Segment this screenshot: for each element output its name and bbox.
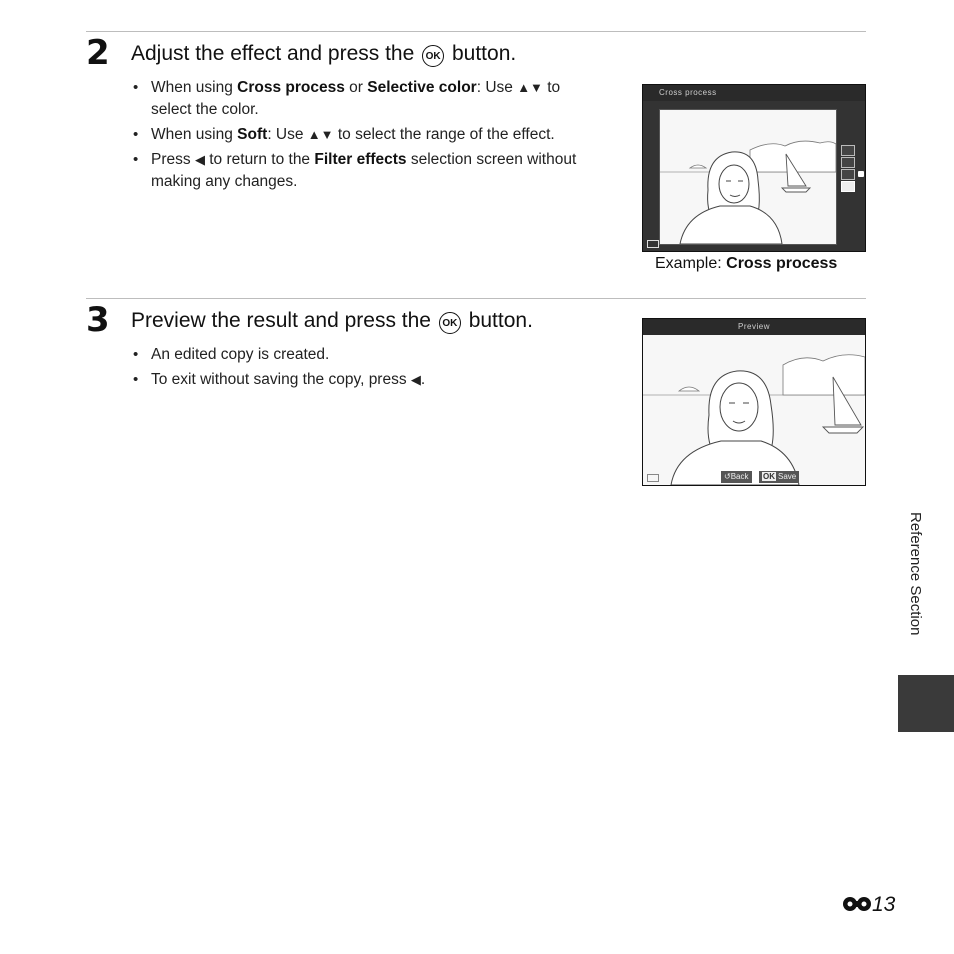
screen-title-bar xyxy=(643,85,865,101)
portrait-illustration xyxy=(643,335,865,485)
selection-marker-icon xyxy=(858,171,864,177)
step2-title-text: Adjust the effect and press the xyxy=(131,42,415,65)
portrait-illustration xyxy=(660,110,836,244)
back-label: Back xyxy=(730,472,749,481)
step2-divider xyxy=(86,31,866,32)
color-swatch xyxy=(841,169,855,180)
example-caption: Example: Cross process xyxy=(655,255,838,272)
section-label: Reference Section xyxy=(907,512,924,636)
back-button[interactable] xyxy=(721,471,752,483)
step3-title xyxy=(131,309,533,334)
ok-badge: OK xyxy=(763,472,775,481)
step3-number: 3 xyxy=(86,300,110,340)
step2-title-suffix: button. xyxy=(451,42,517,65)
back-arrow-icon: ↺ xyxy=(724,472,731,481)
color-swatch xyxy=(841,181,855,192)
battery-icon xyxy=(647,474,659,482)
preview-screen xyxy=(642,318,866,486)
list-item: • When using Soft: Use ▲▼ to select the range of the effect. xyxy=(131,124,601,146)
color-swatch xyxy=(841,145,855,156)
bullet-icon: • xyxy=(133,371,139,388)
bullet-icon: • xyxy=(133,79,139,96)
color-swatch xyxy=(841,157,855,168)
binoculars-icon xyxy=(842,894,872,914)
up-down-arrows-icon: ▲▼ xyxy=(517,80,543,95)
list-item: • An edited copy is created. xyxy=(131,344,601,366)
screen-title: Cross process xyxy=(659,88,717,97)
preview-photo xyxy=(643,335,865,485)
bullet-icon: • xyxy=(133,346,139,363)
bullet-icon: • xyxy=(133,151,139,168)
step3-title-suffix: button. xyxy=(468,309,533,332)
step3-bullet-list xyxy=(131,344,601,394)
left-arrow-icon: ◀ xyxy=(410,372,421,387)
screen-title: Preview xyxy=(738,322,770,331)
left-arrow-icon: ◀ xyxy=(194,152,205,167)
list-item: • To exit without saving the copy, press ◀. xyxy=(131,369,601,391)
step2-title xyxy=(131,42,516,67)
bullet-icon: • xyxy=(133,126,139,143)
preview-photo xyxy=(659,109,837,245)
save-label: Save xyxy=(778,472,797,481)
page-number-text: 13 xyxy=(872,893,896,916)
step3-divider xyxy=(86,298,866,299)
step3-title-text: Preview the result and press the xyxy=(131,309,431,332)
ok-button-icon: OK xyxy=(439,312,461,334)
list-item: • When using Cross process or Selective color: Use ▲▼ to select the color. xyxy=(133,79,561,118)
screen-title-bar xyxy=(643,319,865,335)
step2-bullet-list xyxy=(131,77,601,196)
step2-number: 2 xyxy=(86,33,110,73)
cross-process-screen xyxy=(642,84,866,252)
page-number xyxy=(842,893,895,917)
battery-icon xyxy=(647,240,659,248)
ok-button-icon: OK xyxy=(422,45,444,67)
section-tab xyxy=(898,675,954,732)
up-down-arrows-icon: ▲▼ xyxy=(307,127,334,142)
save-button[interactable] xyxy=(759,471,799,483)
list-item: • Press ◀ to return to the Filter effects selection screen without making any changes. xyxy=(133,151,577,190)
